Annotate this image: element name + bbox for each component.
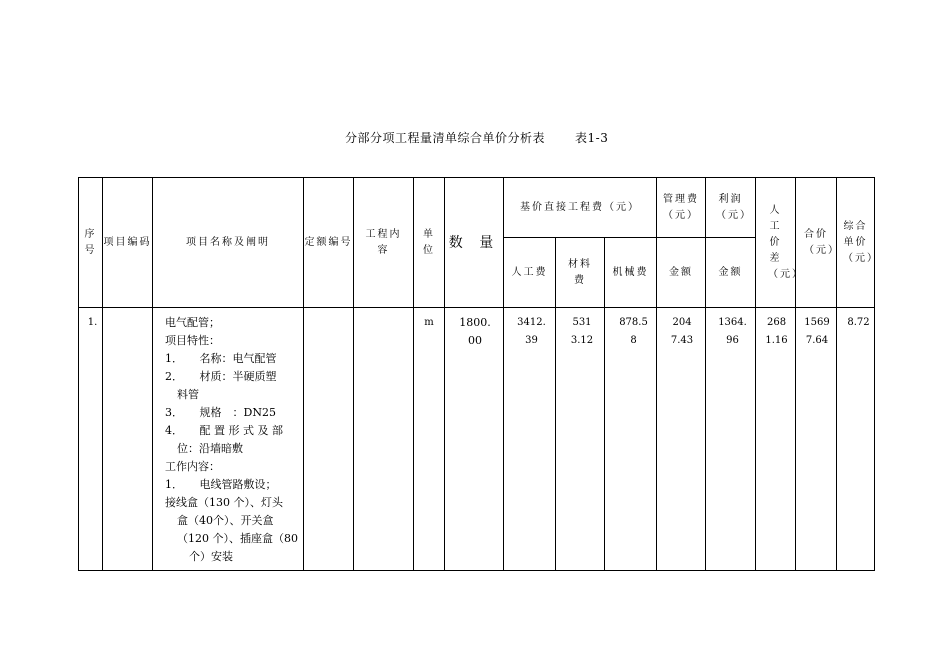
desc-line: 3． 规格 ：DN25 — [165, 406, 276, 419]
cell-management-amount: 2047.43 — [657, 308, 706, 571]
cost-analysis-table — [78, 177, 880, 571]
header-total-price: 合价（元） — [796, 178, 837, 308]
header-row-1 — [79, 178, 875, 238]
desc-line: 项目特性： — [165, 334, 220, 347]
cell-unit: m — [414, 308, 445, 571]
desc-line: 工作内容： — [165, 460, 220, 473]
cell-description — [153, 308, 304, 571]
header-quota-code: 定额编号 — [304, 178, 354, 308]
header-material: 材料费 — [556, 238, 605, 308]
desc-line: 料管 — [177, 388, 199, 401]
cell-labor-diff: 2681.16 — [756, 308, 796, 571]
header-seq: 序号 — [79, 178, 103, 308]
table-row — [79, 308, 875, 571]
cell-item-code — [103, 308, 153, 571]
header-profit: 利润（元） — [706, 178, 756, 238]
header-unit-price: 综合单价（元） — [837, 178, 875, 308]
cell-total-price: 15697.64 — [796, 308, 837, 571]
header-unit: 单位 — [414, 178, 445, 308]
desc-line: 2． 材质：半硬质塑 — [165, 370, 277, 383]
header-profit-amount: 金额 — [706, 238, 756, 308]
desc-line: 4． 配 置 形 式 及 部 — [165, 424, 283, 437]
header-item-code: 项目编码 — [103, 178, 153, 308]
desc-line: 电气配管； — [165, 316, 220, 329]
header-labor: 人工费 — [504, 238, 556, 308]
header-management-amount: 金额 — [657, 238, 706, 308]
cell-quota-code — [304, 308, 354, 571]
header-quantity: 数 量 — [445, 178, 504, 308]
desc-line: 盒（40个）、开关盒 — [177, 514, 274, 527]
cell-profit-amount: 1364.96 — [706, 308, 756, 571]
desc-line: 接线盒（130 个）、灯头 — [165, 496, 283, 509]
cell-material: 5313.12 — [556, 308, 605, 571]
document-title: 分部分项工程量清单综合单价分析表 — [345, 131, 546, 145]
desc-line: 位：沿墙暗敷 — [177, 442, 243, 455]
header-direct-cost-group: 基价直接工程费（元） — [504, 178, 657, 238]
header-work-content: 工程内容 — [354, 178, 414, 308]
cell-unit-price: 8.72 — [837, 308, 875, 571]
cell-quantity: 1800.00 — [445, 308, 504, 571]
desc-line: 1． 电线管路敷设； — [165, 478, 277, 491]
cell-labor: 3412.39 — [504, 308, 556, 571]
header-management-fee: 管理费（元） — [657, 178, 706, 238]
header-machinery: 机械费 — [605, 238, 657, 308]
desc-line: 1． 名称：电气配管 — [165, 352, 277, 365]
cell-work-content — [354, 308, 414, 571]
desc-line: 个）安装 — [189, 550, 233, 563]
table-code: 表1-3 — [575, 131, 609, 145]
cell-seq: 1. — [79, 308, 103, 571]
cell-machinery: 878.58 — [605, 308, 657, 571]
header-labor-diff: 人工价差（元） — [756, 178, 796, 308]
desc-line: （120 个）、插座盒（80 — [177, 532, 298, 545]
header-item-name: 项目名称及阐明 — [153, 178, 304, 308]
